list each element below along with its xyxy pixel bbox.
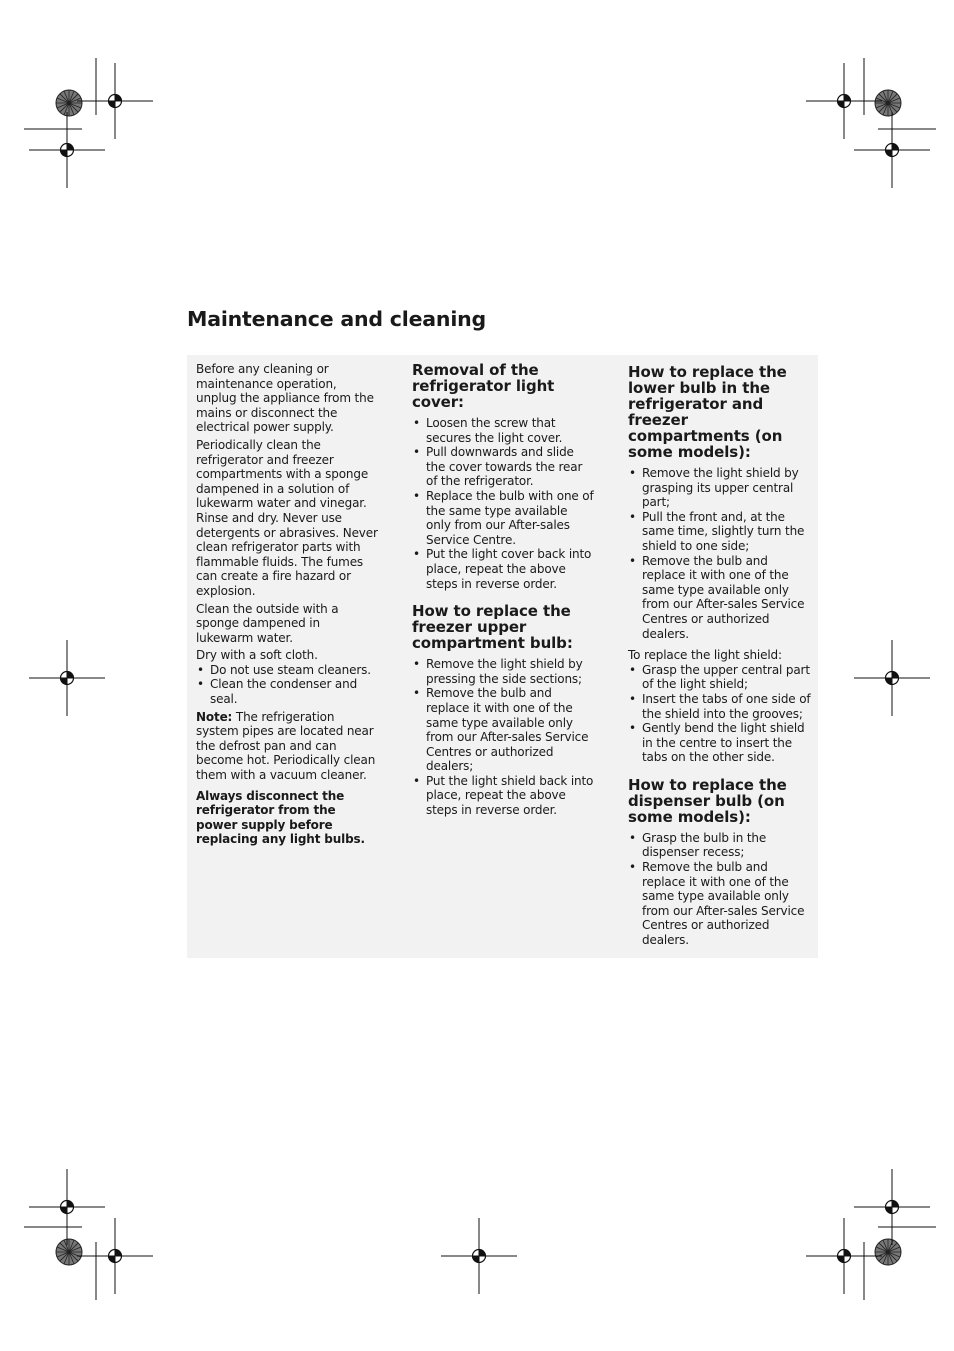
column-lower-bulb: [628, 362, 811, 951]
list-item: • Do not use steam cleaners.: [196, 663, 380, 678]
note-text: The refrigeration system pipes are located near the defrost pan and can become hot. Periodically clean them with a vacuum cleaner.: [196, 709, 376, 783]
column-light-cover: [412, 362, 595, 821]
paragraph-unplug: Before any cleaning or maintenance operation, unplug the appliance from the mains or disconnect the electrical power supply.: [196, 362, 374, 435]
content-panel: [187, 355, 818, 958]
heading-light-cover: Removal of the refrigerator light cover:: [412, 361, 555, 411]
warning-text: Always disconnect the refrigerator from the power supply before replacing any light bulbs.: [196, 788, 365, 847]
list-item: • Grasp the upper central part of the light shield;: [628, 663, 811, 692]
freezer-bulb-steps: [412, 657, 595, 818]
list-item: • Gently bend the light shield in the centre to insert the tabs on the other side.: [628, 721, 811, 765]
list-item: • Pull the front and, at the same time, slightly turn the shield to one side;: [628, 510, 811, 554]
list-item: • Replace the bulb with one of the same type available only from our After-sales Service Centre.: [412, 489, 595, 547]
dispenser-bulb-steps: [628, 831, 811, 948]
list-item: • Grasp the bulb in the dispenser recess;: [628, 831, 811, 860]
paragraph-periodic-clean: Periodically clean the refrigerator and freezer compartments with a sponge dampened in a solution of lukewarm water and vinegar. Rinse and dry. Never use detergents or abrasives. Never clean refrigerator parts with flammable fluids. The fumes can create a fire hazard or explosion.: [196, 437, 378, 598]
column-general-cleaning: [196, 362, 380, 850]
list-item: • Remove the light shield by pressing the side sections;: [412, 657, 595, 686]
list-item: • Remove the bulb and replace it with one of the same type available only from our After-sales Service Centres or authorized dealers.: [628, 554, 811, 642]
note-paragraph: [196, 710, 380, 783]
list-item: • Put the light cover back into place, repeat the above steps in reverse order.: [412, 547, 595, 591]
list-item: • Loosen the screw that secures the light cover.: [412, 416, 595, 445]
list-item: • Insert the tabs of one side of the shield into the grooves;: [628, 692, 811, 721]
note-label: Note:: [196, 709, 233, 724]
list-item: • Clean the condenser and seal.: [196, 677, 380, 706]
list-item: • Remove the bulb and replace it with one of the same type available only from our After-sales Service Centres or authorized dealers.: [628, 860, 811, 948]
heading-lower-bulb: How to replace the lower bulb in the refrigerator and freezer compartments (on some models):: [628, 363, 787, 461]
list-item: • Put the light shield back into place, repeat the above steps in reverse order.: [412, 774, 595, 818]
paragraph-outside-clean: Clean the outside with a sponge dampened in lukewarm water.: [196, 601, 339, 645]
heading-freezer-upper-bulb: How to replace the freezer upper compartment bulb:: [412, 602, 573, 653]
list-item: • Remove the bulb and replace it with one of the same type available only from our After-sales Service Centres or authorized dealers;: [412, 686, 595, 774]
paragraph-dry: Dry with a soft cloth.: [196, 648, 318, 663]
list-item: • Pull downwards and slide the cover towards the rear of the refrigerator.: [412, 445, 595, 489]
replace-shield-steps: [628, 663, 811, 765]
lower-bulb-steps: [628, 466, 811, 641]
paragraph-replace-shield: To replace the light shield:: [628, 648, 782, 663]
list-item: • Remove the light shield by grasping its upper central part;: [628, 466, 811, 510]
light-cover-steps: [412, 416, 595, 591]
cleaning-bullet-list: [196, 663, 380, 707]
heading-dispenser-bulb: How to replace the dispenser bulb (on some models):: [628, 775, 787, 826]
page-title: Maintenance and cleaning: [187, 307, 487, 331]
